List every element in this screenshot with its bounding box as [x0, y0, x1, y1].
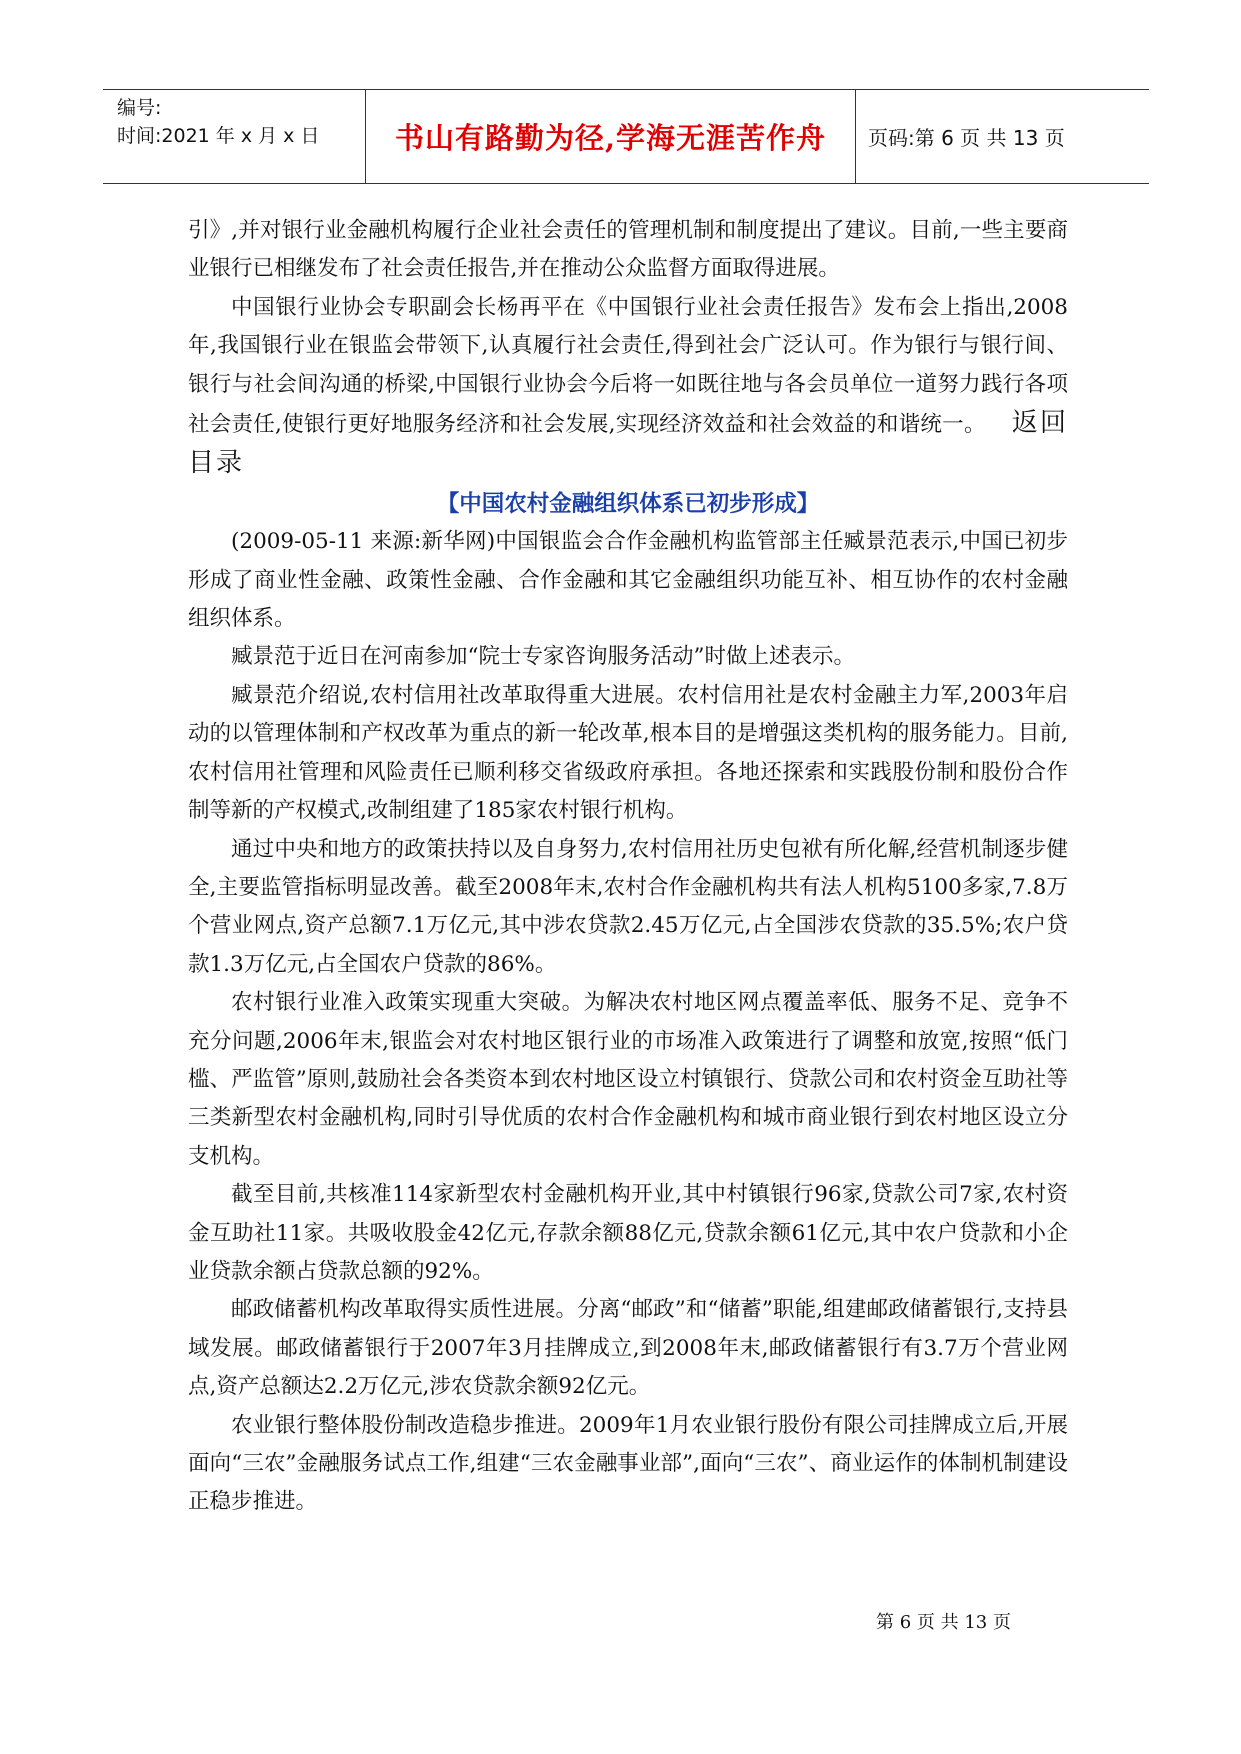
paragraph: 农村银行业准入政策实现重大突破。为解决农村地区网点覆盖率低、服务不足、竞争不充分问题,2006年末,银监会对农村地区银行业的市场准入政策进行了调整和放宽,按照“低门槛、严监管”原则,鼓励社会各类资本到农村地区设立村镇银行、贷款公司和农村资金互助社等三类新型农村金融机构,同时引导优质的农村合作金融机构和城市商业银行到农村地区设立分支机构。 [188, 990, 1068, 1169]
return-to-toc-link[interactable]: 返回目录 [188, 408, 1068, 479]
paragraph-text: 中国银行业协会专职副会长杨再平在《中国银行业社会责任报告》发布会上指出,2008 年,我国银行业在银监会带领下,认真履行社会责任,得到社会广泛认可。作为银行与银行间、银行与社会间沟通的桥梁,中国银行业协会今后将一如既往地与各会员单位一道努力践行各项社会责任,使银行更好地服务经济和社会发展,实现经济效益和社会效益的和谐统一。 [188, 294, 1068, 438]
paragraph: 截至目前,共核准114家新型农村金融机构开业,其中村镇银行96家,贷款公司7家,农村资金互助社11家。共吸收股金42亿元,存款余额88亿元,贷款余额61亿元,其中农户贷款和小企业贷款余额占贷款总额的92%。 [188, 1182, 1068, 1284]
paragraph: (2009-05-11 来源:新华网)中国银监会合作金融机构监管部主任臧景范表示,中国已初步形成了商业性金融、政策性金融、合作金融和其它金融组织功能互补、相互协作的农村金融组织体系。 [188, 529, 1068, 632]
page-header [103, 89, 1149, 184]
paragraph [188, 289, 1068, 485]
paragraph: 引》,并对银行业金融机构履行企业社会责任的管理机制和制度提出了建议。目前,一些主要商业银行已相继发布了社会责任报告,并在推动公众监督方面取得进展。 [188, 218, 1068, 282]
section-title: 【中国农村金融组织体系已初步形成】 [436, 490, 820, 517]
paragraph: 通过中央和地方的政策扶持以及自身努力,农村信用社历史包袱有所化解,经营机制逐步健全,主要监管指标明显改善。截至2008年末,农村合作金融机构共有法人机构5100多家,7.8万个营业网点,资产总额7.1万亿元,其中涉农贷款2.45万亿元,占全国涉农贷款的35.5%;农户贷款1.3万亿元,占全国农户贷款的86%。 [188, 836, 1068, 977]
header-slogan: 书山有路勤为径,学海无涯苦作舟 [366, 90, 856, 183]
page-footer: 第 6 页 共 13 页 [876, 1612, 1011, 1633]
paragraph: 臧景范介绍说,农村信用社改革取得重大进展。农村信用社是农村金融主力军,2003年启动的以管理体制和产权改革为重点的新一轮改革,根本目的是增强这类机构的服务能力。目前,农村信用社管理和风险责任已顺利移交省级政府承担。各地还探索和实践股份制和股份合作制等新的产权模式,改制组建了185家农村银行机构。 [188, 682, 1068, 824]
document-number-label: 编号: [117, 97, 162, 119]
header-meta [103, 90, 366, 183]
paragraph: 农业银行整体股份制改造稳步推进。2009年1月农业银行股份有限公司挂牌成立后,开展面向“三农”金融服务试点工作,组建“三农金融事业部”,面向“三农”、商业运作的体制机制建设正稳步推进。 [188, 1412, 1068, 1515]
paragraph: 邮政储蓄机构改革取得实质性进展。分离“邮政”和“储蓄”职能,组建邮政储蓄银行,支持县域发展。邮政储蓄银行于2007年3月挂牌成立,到2008年末,邮政储蓄银行有3.7万个营业网点,资产总额达2.2万亿元,涉农贷款余额92亿元。 [188, 1297, 1068, 1400]
document-time-label: 时间:2021 年 x 月 x 日 [117, 125, 320, 147]
document-body [188, 212, 1068, 1522]
header-page-number: 页码:第 6 页 共 13 页 [868, 126, 1065, 150]
paragraph: 臧景范于近日在河南参加“院士专家咨询服务活动”时做上述表示。 [231, 644, 855, 670]
